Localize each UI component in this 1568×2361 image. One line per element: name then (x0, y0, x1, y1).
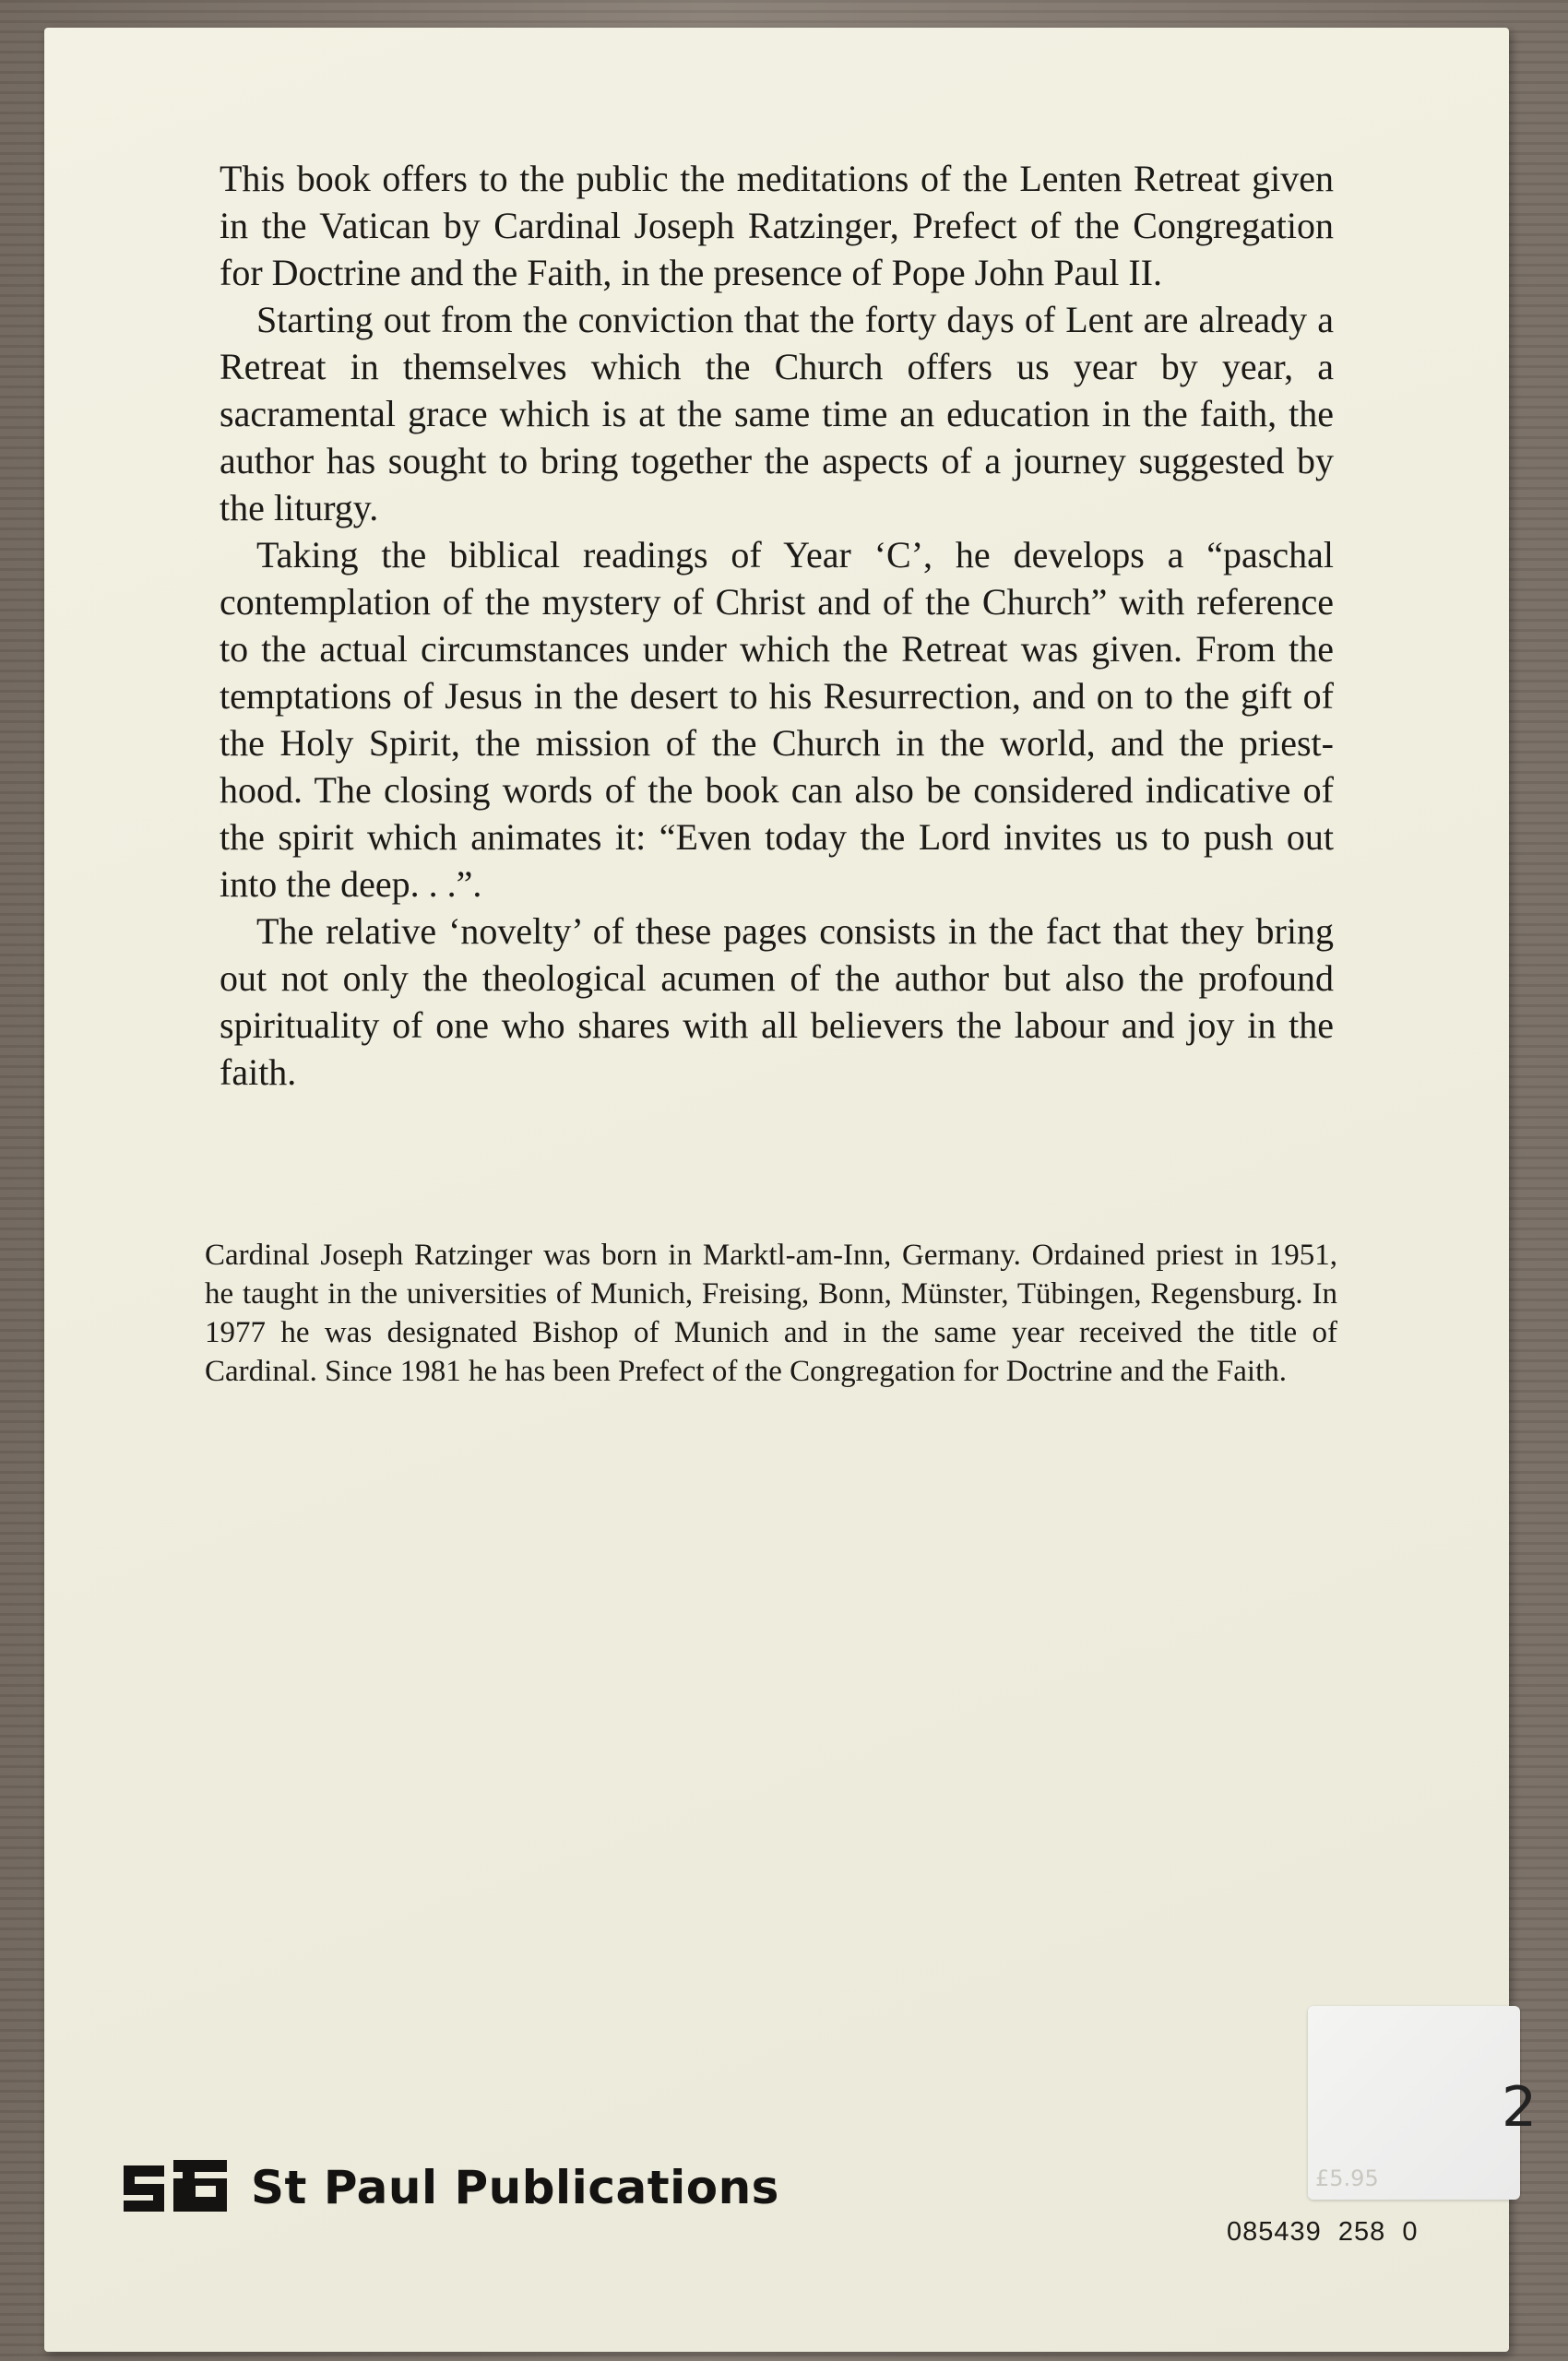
book-blurb (220, 155, 1334, 1096)
blurb-paragraph: Starting out from the conviction that the forty days of Lent are already a Retreat in themselves which the Church offers us year by year, a sacramental grace which is at the same time an education in the faith, the author has sought to bring together the aspects of a journey suggested by the liturgy. (220, 299, 1334, 528)
author-bio (205, 1236, 1337, 1391)
sticker-price: £5.95 (1315, 2165, 1379, 2191)
blurb-paragraph: Taking the biblical readings of Year ‘C’, he develops a “paschal contemplation of the mystery of Christ and of the Church” with reference to the actual circumstances under which the Retreat was given. From the temptations of Jesus in the desert to his Resurrection, and on to the gift of the Holy Spirit, the mission of the Church in the world, and the priest-hood. The closing words of the book can also be considered indicative of the spirit which animates it: “Even today the Lord invites us to push out into the deep. . .”. (220, 534, 1334, 905)
blurb-paragraph: The relative ‘novelty’ of these pages consists in the fact that they bring out not only the theological acumen of the author but also the profound spirituality of one who shares with all believers the labour and joy in the faith. (220, 910, 1334, 1093)
isbn-number: 085439 258 0 (1227, 2217, 1419, 2247)
publisher-imprint (124, 2155, 779, 2220)
sticker-number: 2 (1502, 2075, 1538, 2140)
publisher-name: St Paul Publications (251, 2161, 779, 2214)
author-bio-text: Cardinal Joseph Ratzinger was born in Marktl-am-Inn, Germany. Ordained priest in 1951, he taught in the universities of Munich, Freising, Bonn, Münster, Tübingen, Regensburg. In 1977 he was designated Bishop of Munich and in the same year received the title of Cardinal. Since 1981 he has been Prefect of the Congregation for Doctrine and the Faith. (205, 1239, 1337, 1388)
blurb-paragraph: This book offers to the public the meditations of the Lenten Retreat given in the Vatican by Cardinal Joseph Ratzinger, Prefect of the Congregation for Doctrine and the Faith, in the presence of Pope John Paul II. (220, 158, 1334, 293)
st-paul-logo-icon (124, 2160, 227, 2215)
